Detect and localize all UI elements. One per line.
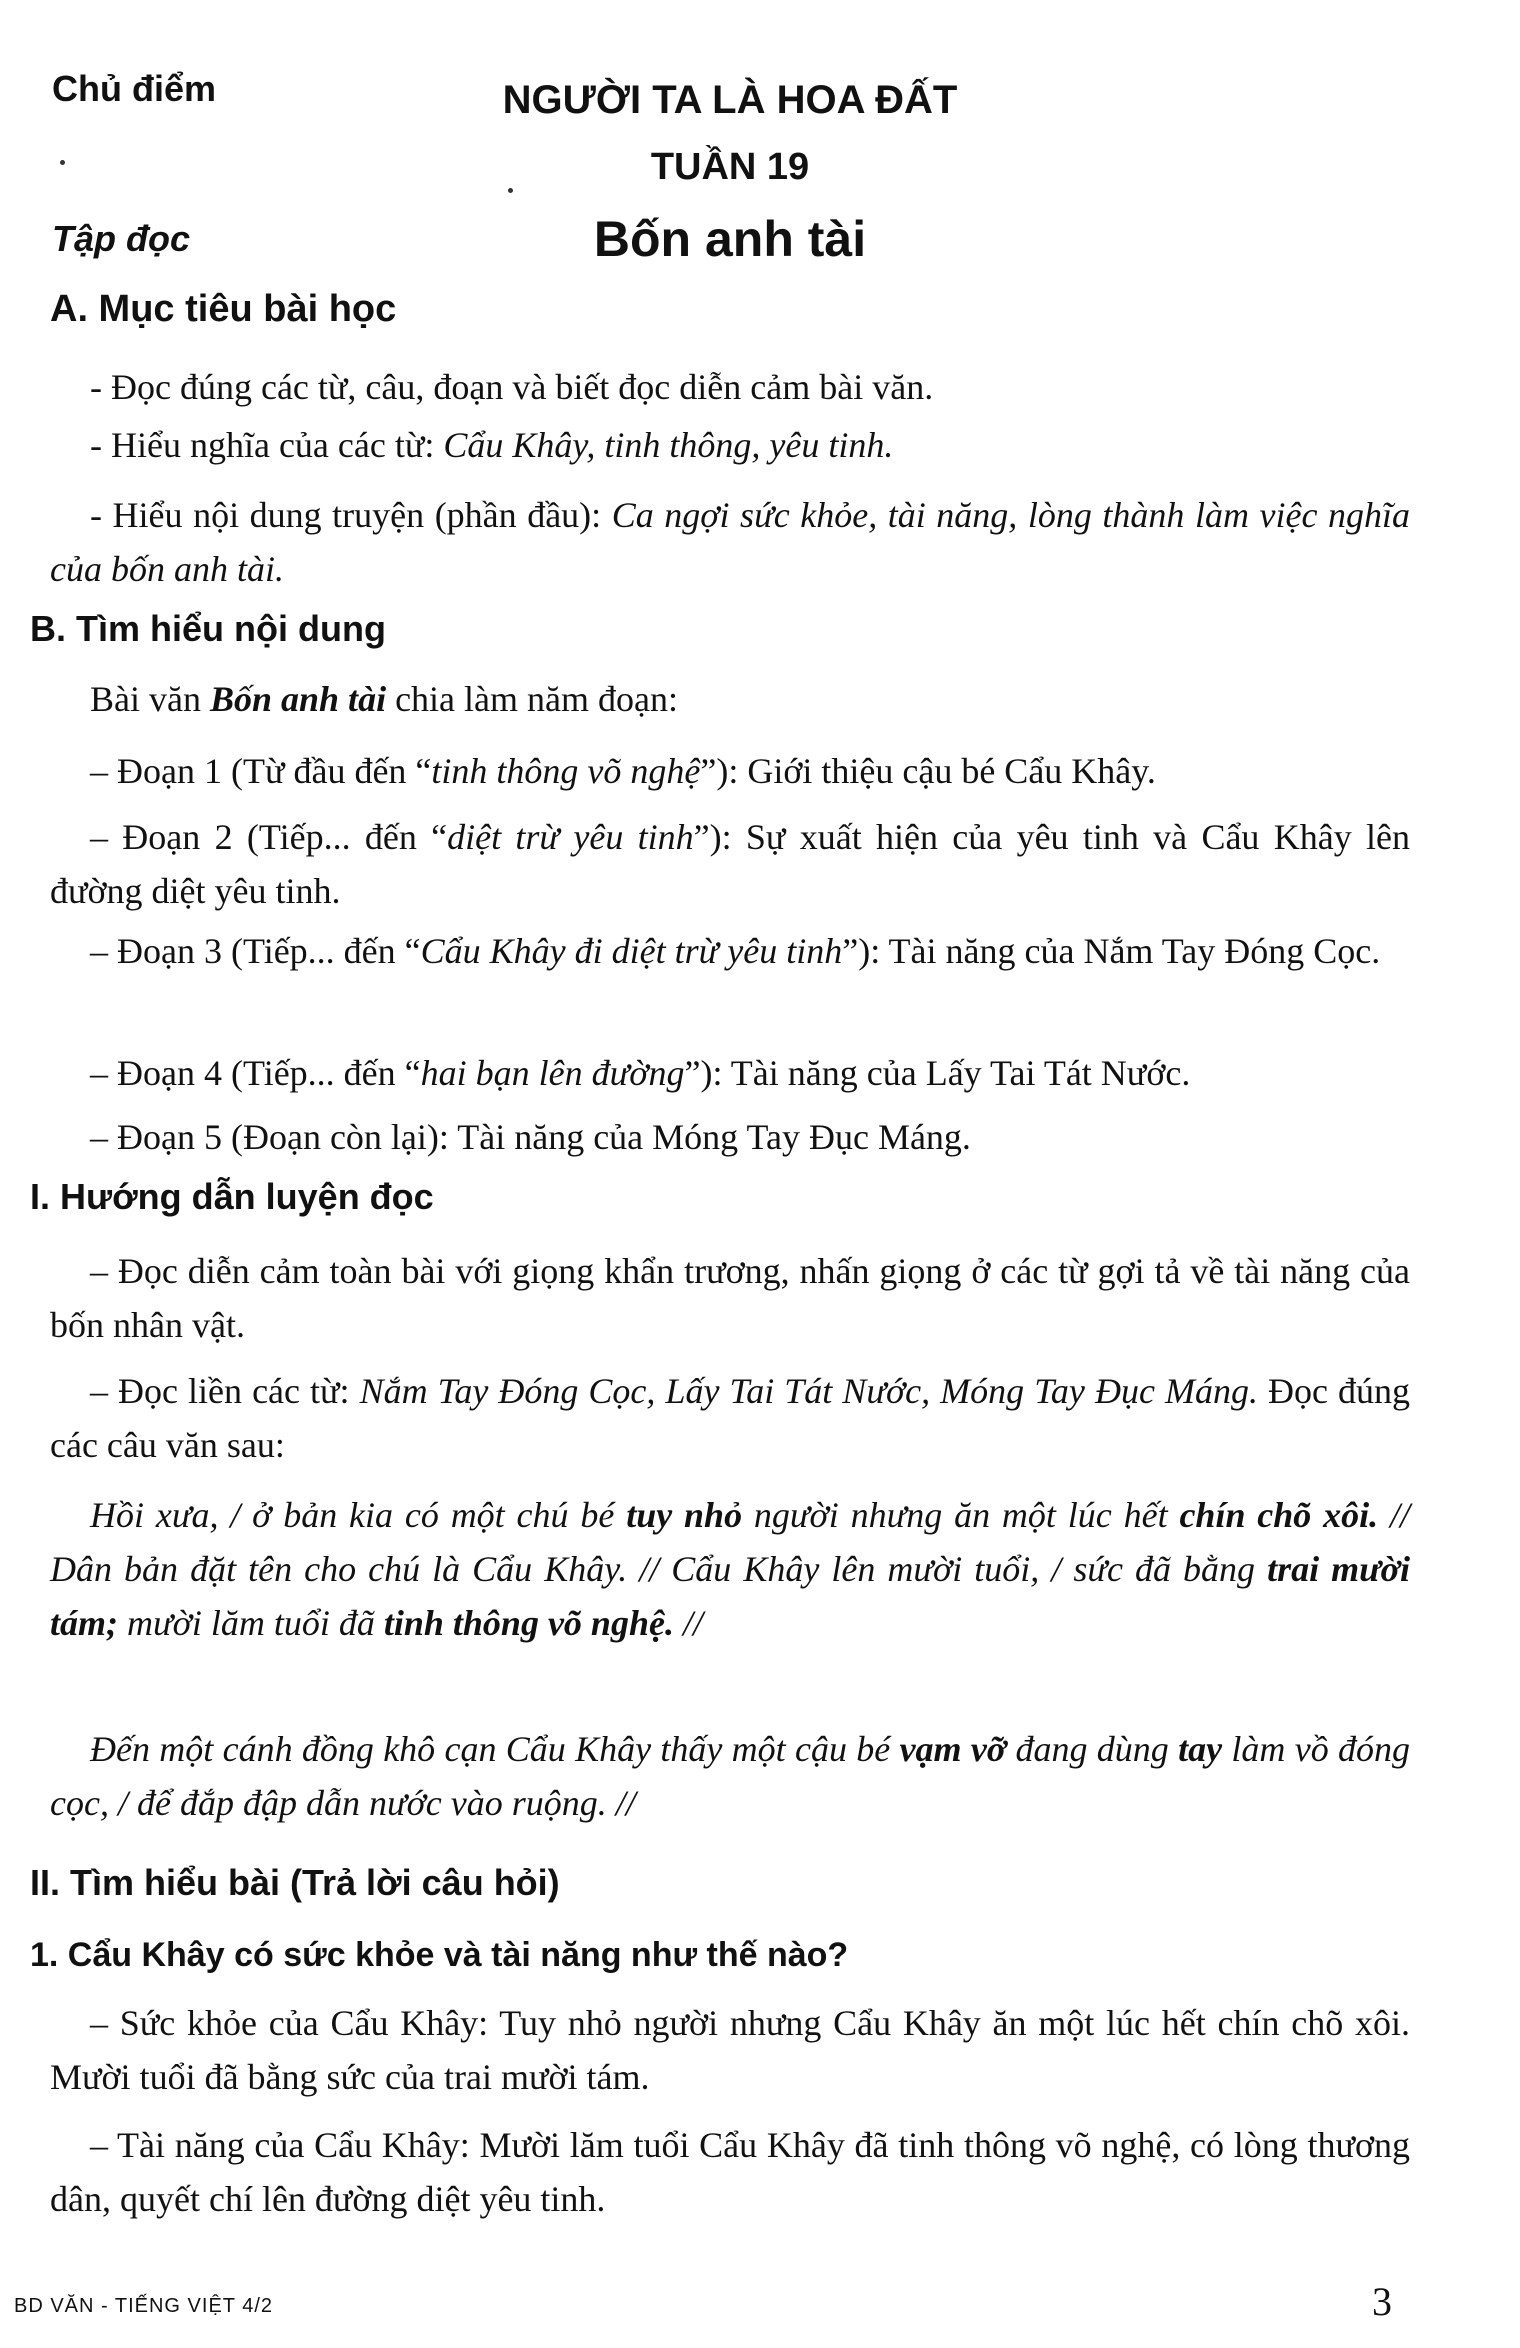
- section-b-paragraph-3: [50, 924, 1410, 978]
- section-ii-heading: II. Tìm hiểu bài (Trả lời câu hỏi): [30, 1862, 560, 1903]
- section-a-item-2-prefix: - Hiểu nghĩa của các từ:: [90, 425, 444, 465]
- p1-quote: tinh thông võ nghệ: [431, 751, 701, 791]
- section-i-item-2-prefix: – Đọc liền các từ:: [90, 1371, 360, 1411]
- section-a-item-2: [50, 418, 1410, 472]
- question-1: 1. Cẩu Khây có sức khỏe và tài năng như thế nào?: [30, 1936, 849, 1974]
- section-b-intro-prefix: Bài văn: [90, 679, 210, 719]
- section-b-paragraph-4: [50, 1046, 1410, 1100]
- lesson-title: Bốn anh tài: [593, 211, 867, 267]
- section-i-heading: I. Hướng dẫn luyện đọc: [30, 1176, 434, 1217]
- p4-quote: hai bạn lên đường: [420, 1053, 685, 1093]
- section-b-paragraph-1: [50, 744, 1410, 798]
- p3-quote: Cẩu Khây đi diệt trừ yêu tinh: [420, 931, 843, 971]
- section-i-item-2-suffix: Đọc đúng các câu văn sau:: [50, 1371, 1411, 1465]
- quote-1-part-a: Hồi xưa, / ở bản kia có một chú bé: [90, 1495, 627, 1535]
- section-a-item-2-terms: Cẩu Khây, tinh thông, yêu tinh.: [443, 425, 894, 465]
- p2-suffix: ”): Sự xuất hiện của yêu tinh và Cẩu Khây lên đường diệt yêu tinh.: [50, 817, 1410, 911]
- genre-label: Tập đọc: [52, 218, 191, 259]
- week-label: TUẦN 19: [650, 146, 810, 188]
- quote-2-part-e: làm vồ đóng cọc, / để đắp đập dẫn nước vào ruộng. //: [50, 1729, 1411, 1823]
- section-a-heading: A. Mục tiêu bài học: [50, 288, 397, 330]
- section-i-item-1: [50, 1244, 1410, 1352]
- section-b-heading: B. Tìm hiểu nội dung: [30, 608, 386, 649]
- quote-1-emphasis-1: tuy nhỏ: [626, 1495, 743, 1535]
- topic-title: NGƯỜI TA LÀ HOA ĐẤT: [502, 78, 958, 122]
- p3-suffix: ”): Tài năng của Nắm Tay Đóng Cọc.: [842, 931, 1381, 971]
- quote-2-emphasis-2: tay: [1178, 1729, 1223, 1769]
- answer-1: [50, 1996, 1410, 2104]
- section-b-paragraph-2: [50, 810, 1410, 918]
- quote-1-emphasis-4: tinh thông võ nghệ.: [383, 1603, 674, 1643]
- section-i-item-2: [50, 1364, 1410, 1472]
- reading-quote-1: [50, 1488, 1410, 1650]
- section-b-intro-suffix: chia làm năm đoạn:: [386, 679, 678, 719]
- quote-2-emphasis-1: vạm vỡ: [899, 1729, 1007, 1769]
- p2-quote: diệt trừ yêu tinh: [447, 817, 694, 857]
- section-i-item-1-text: – Đọc diễn cảm toàn bài với giọng khẩn trương, nhấn giọng ở các từ gợi tả về tài năng của bốn nhân vật.: [50, 1251, 1410, 1345]
- section-a-item-1: [50, 360, 1410, 414]
- answer-1-text: – Sức khỏe của Cẩu Khây: Tuy nhỏ người nhưng Cẩu Khây ăn một lúc hết chín chõ xôi. Mười tuổi đã bằng sức của trai mười tám.: [50, 2003, 1410, 2097]
- quote-1-part-c: người nhưng ăn một lúc hết: [742, 1495, 1180, 1535]
- p1-prefix: – Đoạn 1 (Từ đầu đến “: [90, 751, 432, 791]
- reading-quote-2: [50, 1722, 1410, 1830]
- section-b-intro-title: Bốn anh tài: [209, 679, 387, 719]
- answer-2: [50, 2118, 1410, 2226]
- quote-1-part-i: //: [673, 1603, 703, 1643]
- section-a-item-3-content: Ca ngợi sức khỏe, tài năng, lòng thành làm việc nghĩa của bốn anh tài.: [50, 495, 1410, 589]
- section-i-item-2-names: Nắm Tay Đóng Cọc, Lấy Tai Tát Nước, Móng Tay Đục Máng.: [359, 1371, 1258, 1411]
- p2-prefix: – Đoạn 2 (Tiếp... đến “: [90, 817, 448, 857]
- topic-label: Chủ điểm: [52, 68, 217, 109]
- quote-1-emphasis-3: trai mười tám;: [50, 1549, 1411, 1643]
- section-a-item-3-prefix: - Hiểu nội dung truyện (phần đầu):: [90, 495, 612, 535]
- footer-label: BD VĂN - TIẾNG VIỆT 4/2: [14, 2295, 273, 2317]
- quote-2-part-a: Đến một cánh đồng khô cạn Cẩu Khây thấy một cậu bé: [90, 1729, 900, 1769]
- section-a-item-3: [50, 488, 1410, 596]
- p5-text: – Đoạn 5 (Đoạn còn lại): Tài năng của Móng Tay Đục Máng.: [90, 1117, 971, 1157]
- p3-prefix: – Đoạn 3 (Tiếp... đến “: [90, 931, 421, 971]
- section-b-intro: [50, 672, 1410, 726]
- quote-1-emphasis-2: chín chõ xôi.: [1179, 1495, 1379, 1535]
- p1-suffix: ”): Giới thiệu cậu bé Cẩu Khây.: [700, 751, 1156, 791]
- p4-prefix: – Đoạn 4 (Tiếp... đến “: [90, 1053, 421, 1093]
- section-b-paragraph-5: [50, 1110, 1410, 1164]
- page-number: 3: [1372, 2279, 1392, 2324]
- quote-2-part-c: đang dùng: [1006, 1729, 1179, 1769]
- answer-2-text: – Tài năng của Cẩu Khây: Mười lăm tuổi Cẩu Khây đã tinh thông võ nghệ, có lòng thương dân, quyết chí lên đường diệt yêu tinh.: [50, 2125, 1410, 2219]
- quote-1-part-e: // Dân bản đặt tên cho chú là Cẩu Khây. // Cẩu Khây lên mười tuổi, / sức đã bằng: [50, 1495, 1411, 1589]
- quote-1-part-g: mười lăm tuổi đã: [118, 1603, 384, 1643]
- section-a-item-1-text: - Đọc đúng các từ, câu, đoạn và biết đọc diễn cảm bài văn.: [90, 367, 934, 407]
- p4-suffix: ”): Tài năng của Lấy Tai Tát Nước.: [684, 1053, 1191, 1093]
